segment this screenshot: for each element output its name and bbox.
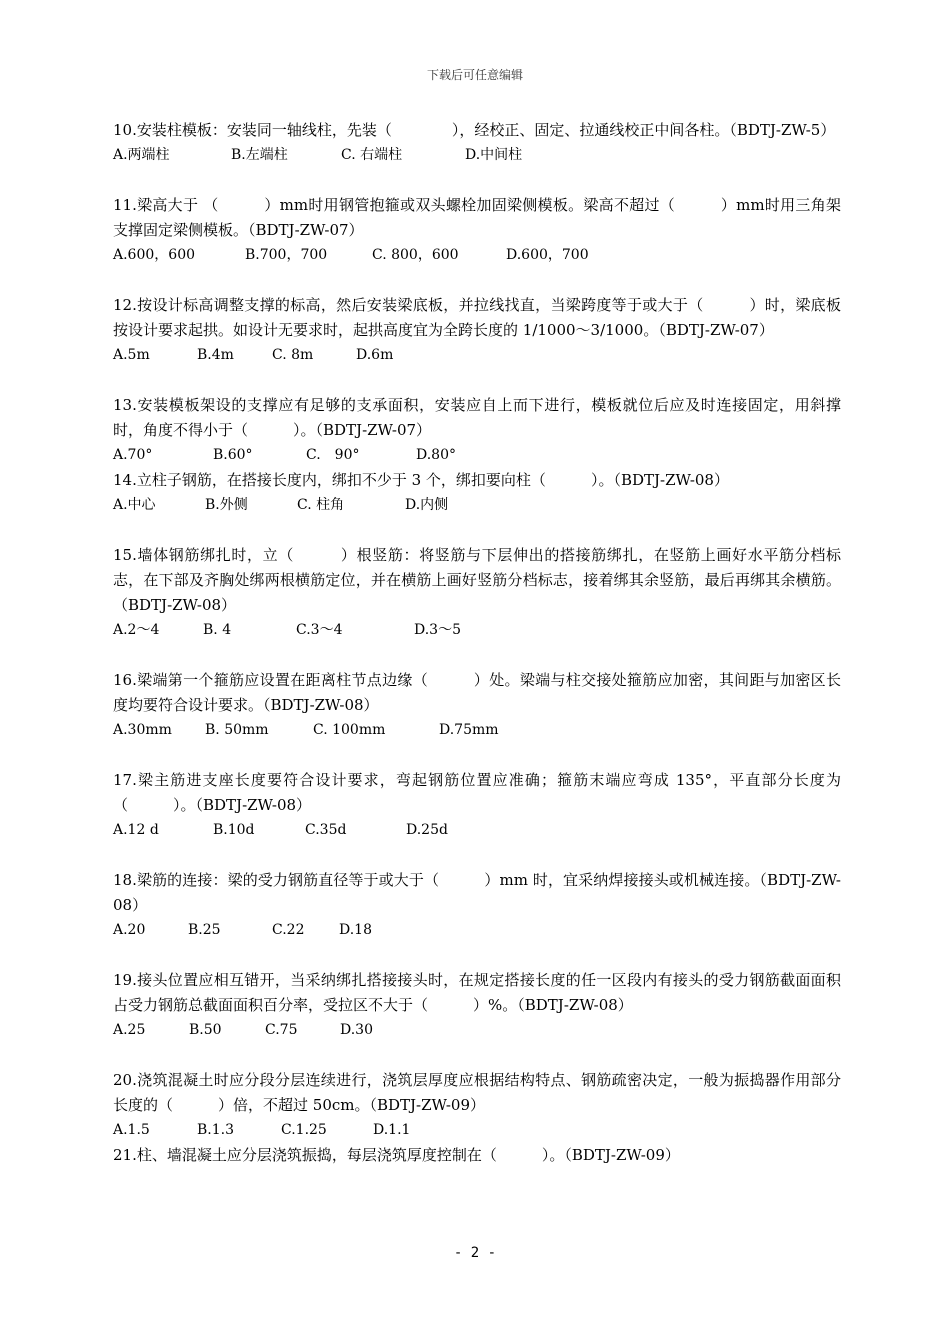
option-c: C. 8m [272, 347, 314, 363]
page-header: 下载后可任意编辑 [426, 68, 523, 82]
option-d: D.600，700 [506, 247, 589, 263]
option-b: B. 4 [203, 622, 232, 638]
question-12 [113, 293, 841, 368]
option-c: C. 100mm [313, 722, 386, 738]
option-a: A.两端柱 [113, 147, 170, 163]
question-text: 21.柱、墙混凝土应分层浇筑振捣，每层浇筑厚度控制在（ ）。（BDTJ-ZW-09） [113, 1146, 680, 1164]
option-c: C.1.25 [281, 1122, 327, 1138]
option-a: A.30mm [113, 722, 172, 738]
page-number: - 2 - [453, 1245, 497, 1261]
option-b: B.700，700 [245, 247, 328, 263]
question-options [113, 1118, 841, 1143]
question-options [113, 918, 841, 943]
question-11 [113, 193, 841, 268]
question-text: 11.梁高大于 （ ）mm时用钢管抱箍或双头螺栓加固梁侧模板。梁高不超过（ ）mm时用三角架支撑固定梁侧模板。（BDTJ-ZW-07） [113, 196, 841, 239]
option-b: B.左端柱 [231, 147, 288, 163]
option-a: A.2～4 [113, 622, 160, 638]
question-14 [113, 468, 841, 518]
option-b: B.外侧 [205, 497, 248, 513]
question-text: 14.立柱子钢筋，在搭接长度内，绑扣不少于 3 个，绑扣要向柱（ ）。（BDTJ-ZW-08） [113, 471, 729, 489]
question-list [113, 118, 841, 1168]
question-options [113, 343, 841, 368]
question-options [113, 1018, 841, 1043]
option-a: A.70° [113, 447, 153, 463]
option-d: D.30 [340, 1022, 373, 1038]
question-text: 19.接头位置应相互错开，当采纳绑扎搭接接头时，在规定搭接长度的任一区段内有接头的受力钢筋截面面积占受力钢筋总截面面积百分率，受拉区不大于（ ）%。（BDTJ-ZW-08） [113, 971, 841, 1014]
question-text: 20.浇筑混凝土时应分段分层连续进行，浇筑层厚度应根据结构特点、钢筋疏密决定，一般为振捣器作用部分长度的（ ）倍，不超过 50cm。（BDTJ-ZW-09） [113, 1071, 841, 1114]
question-17 [113, 768, 841, 843]
option-c: C.22 [272, 922, 305, 938]
question-options [113, 493, 841, 518]
question-options [113, 818, 841, 843]
question-16 [113, 668, 841, 743]
option-d: D.18 [339, 922, 372, 938]
question-text: 13.安装模板架设的支撑应有足够的支承面积，安装应自上而下进行，模板就位后应及时连接固定，用斜撑时，角度不得小于（ ）。（BDTJ-ZW-07） [113, 396, 841, 439]
option-a: A.20 [113, 922, 146, 938]
option-b: B.10d [213, 822, 255, 838]
question-text: 17.梁主筋进支座长度要符合设计要求，弯起钢筋位置应准确；箍筋末端应弯成 135°，平直部分长度为（ ）。（BDTJ-ZW-08） [113, 771, 841, 814]
option-d: D.75mm [439, 722, 499, 738]
option-d: D.25d [406, 822, 448, 838]
question-10 [113, 118, 841, 168]
question-text: 15.墙体钢筋绑扎时，立（ ）根竖筋：将竖筋与下层伸出的搭接筋绑扎，在竖筋上画好水平筋分档标志，在下部及齐胸处绑两根横筋定位，并在横筋上画好竖筋分档标志，接着绑其余竖筋，最后再绑其余横筋。（BDTJ-ZW-08） [113, 546, 841, 614]
option-c: C.3～4 [296, 622, 343, 638]
question-19 [113, 968, 841, 1043]
question-options [113, 143, 841, 168]
option-d: D.6m [356, 347, 394, 363]
option-c: C. 右端柱 [341, 147, 403, 163]
option-b: B.1.3 [197, 1122, 235, 1138]
option-a: A.25 [113, 1022, 146, 1038]
option-d: D.1.1 [373, 1122, 411, 1138]
option-d: D.80° [416, 447, 456, 463]
option-d: D.内侧 [405, 497, 449, 513]
question-15 [113, 543, 841, 643]
question-text: 12.按设计标高调整支撑的标高，然后安装梁底板，并拉线找直，当梁跨度等于或大于（ ）时，梁底板按设计要求起拱。如设计无要求时，起拱高度宜为全跨长度的 1/1000～3/1000。（BDTJ-ZW-07） [113, 296, 841, 339]
option-a: A.12 d [113, 822, 159, 838]
question-text: 16.梁端第一个箍筋应设置在距离柱节点边缘（ ）处。梁端与柱交接处箍筋应加密，其间距与加密区长度均要符合设计要求。（BDTJ-ZW-08） [113, 671, 841, 714]
question-18 [113, 868, 841, 943]
option-b: B.4m [197, 347, 234, 363]
question-options [113, 243, 841, 268]
option-d: D.3～5 [414, 622, 461, 638]
question-13 [113, 393, 841, 468]
option-b: B. 50mm [205, 722, 269, 738]
option-a: A.5m [113, 347, 150, 363]
option-b: B.50 [189, 1022, 222, 1038]
option-b: B.25 [188, 922, 221, 938]
question-options [113, 618, 841, 643]
question-text: 10.安装柱模板：安装同一轴线柱，先装（ ），经校正、固定、拉通线校正中间各柱。（BDTJ-ZW-5） [113, 121, 836, 139]
option-b: B.60° [213, 447, 253, 463]
question-text: 18.梁筋的连接：梁的受力钢筋直径等于或大于（ ）mm 时，宜采纳焊接接头或机械连接。（BDTJ-ZW-08） [113, 871, 841, 914]
option-c: C. 800，600 [372, 247, 459, 263]
option-a: A.1.5 [113, 1122, 150, 1138]
question-options [113, 718, 841, 743]
option-c: C. 柱角 [297, 497, 345, 513]
question-options [113, 443, 841, 468]
option-a: A.600，600 [113, 247, 196, 263]
option-c: C.35d [305, 822, 347, 838]
question-20 [113, 1068, 841, 1143]
option-c: C. 90° [306, 447, 360, 463]
question-21 [113, 1143, 841, 1168]
option-a: A.中心 [113, 497, 156, 513]
option-d: D.中间柱 [465, 147, 523, 163]
option-c: C.75 [265, 1022, 298, 1038]
